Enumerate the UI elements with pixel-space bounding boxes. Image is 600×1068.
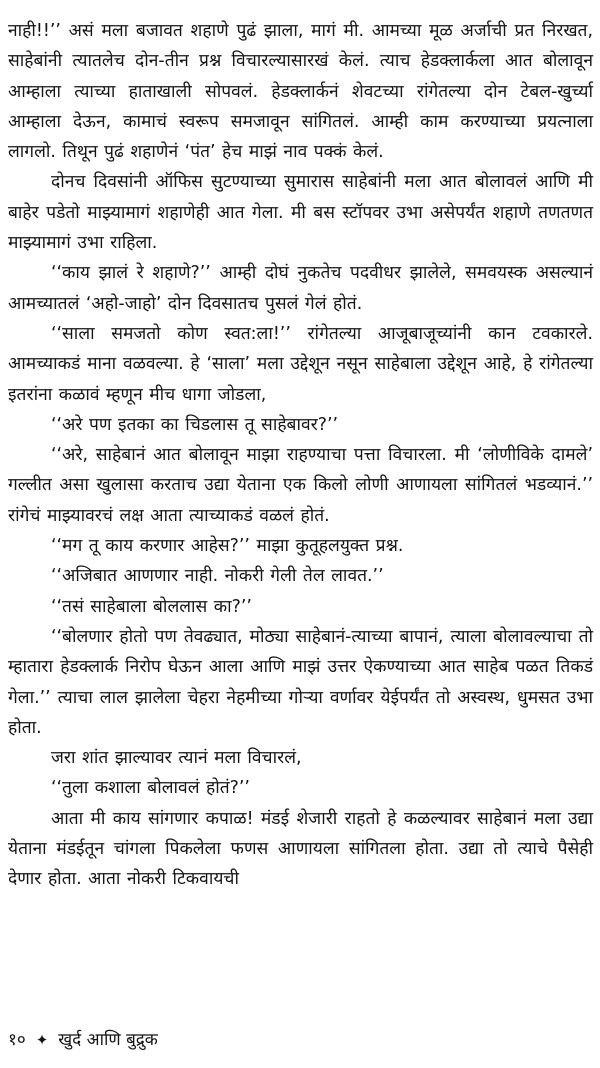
paragraph-11: जरा शांत झाल्यावर त्यानं मला विचारलं, xyxy=(51,748,302,769)
page-body xyxy=(8,16,593,895)
paragraph-9: ‘‘तसं साहेबाला बोललास का?’’ xyxy=(51,596,252,617)
paragraph-8: ‘‘अजिबात आणणार नाही. नोकरी गेली तेल लावत.’’ xyxy=(51,566,384,587)
paragraph-3: ‘‘काय झालं रे शहाणे?’’ आम्ही दोघं नुकतेच पदवीधर झालेले, समवयस्क असल्यानं आमच्यातलं ‘अहो-जाहो’ दोन दिवसातच पुसलं गेलं होतं. xyxy=(8,263,593,314)
page-number: १० xyxy=(8,1030,26,1050)
paragraph-6: ‘‘अरे, साहेबानं आत बोलावून माझा राहण्याचा पत्ता विचारला. मी ‘लोणीविके दामले’ गल्लीत असा खुलासा करताच उद्या येताना एक किलो लोणी आणायला सांगितलं भडव्यानं.’’ रांगेचं माझ्यावरचं लक्ष आता त्याच्याकडं वळलं होतं. xyxy=(8,445,593,526)
page-footer xyxy=(8,1028,158,1052)
paragraph-5: ‘‘अरे पण इतका का चिडलास तू साहेबावर?’’ xyxy=(51,414,339,435)
paragraph-2: दोनच दिवसांनी ऑफिस सुटण्याच्या सुमारास साहेबांनी मला आत बोलावलं आणि मी बाहेर पडेतो माझ्यामागं शहाणेही आत गेला. मी बस स्टॉपवर उभा असेपर्यंत शहाणे तणतणत माझ्यामागं उभा राहिला. xyxy=(8,172,593,254)
paragraph-1: नाही!!’’ असं मला बजावत शहाणे पुढं झाला, मागं मी. आमच्या मूळ अर्जाची प्रत निरखत, साहेबांनी त्यातलेच दोन-तीन प्रश्न विचारल्यासारखं केलं. त्याच हेडक्लार्कला आत बोलावून आम्हाला त्याच्या हाताखाली सोपवलं. हेडक्लार्कनं शेवटच्या रांगेतल्या दोन टेबल-खुर्च्या आम्हाला देऊन, कामाचं स्वरूप समजावून सांगितलं. आम्ही काम करण्याच्या प्रयत्नाला लागलो. तिथून पुढं शहाणेनं ‘पंत’ हेच माझं नाव पक्कं केलं. xyxy=(8,21,593,163)
paragraph-13: आता मी काय सांगणार कपाळ! मंडई शेजारी राहतो हे कळल्यावर साहेबानं मला उद्या येताना मंडईतून चांगला पिकलेला फणस आणायला सांगितला होता. उद्या तो त्याचे पैसेही देणार होता. आता नोकरी टिकवायची xyxy=(8,808,593,890)
paragraph-10: ‘‘बोलणार होतो पण तेवढ्यात, मोठ्या साहेबानं-त्याच्या बापानं, त्याला बोलावल्याचा तो म्हातारा हेडक्लार्क निरोप घेऊन आला आणि माझं उत्तर ऐकण्याच्या आत साहेब पळत तिकडं गेला.’’ त्याचा लाल झालेला चेहरा नेहमीच्या गोऱ्या वर्णावर येईपर्यंत तो अस्वस्थ, धुमसत उभा होता. xyxy=(8,626,593,738)
paragraph-12: ‘‘तुला कशाला बोलावलं होतं?’’ xyxy=(51,778,250,799)
ornament-icon: ✦ xyxy=(35,1031,49,1049)
paragraph-7: ‘‘मग तू काय करणार आहेस?’’ माझा कुतूहलयुक्त प्रश्न. xyxy=(51,536,404,557)
book-title: खुर्द आणि बुद्रुक xyxy=(58,1030,158,1050)
paragraph-4: ‘‘साला समजतो कोण स्वत:ला!’’ रांगेतल्या आजूबाजूच्यांनी कान टवकारले. आमच्याकडं माना वळवल्या. हे ‘साला’ मला उद्देशून नसून साहेबाला उद्देशून आहे, हे रांगेतल्या इतरांना कळावं म्हणून मीच धागा जोडला, xyxy=(8,323,593,405)
